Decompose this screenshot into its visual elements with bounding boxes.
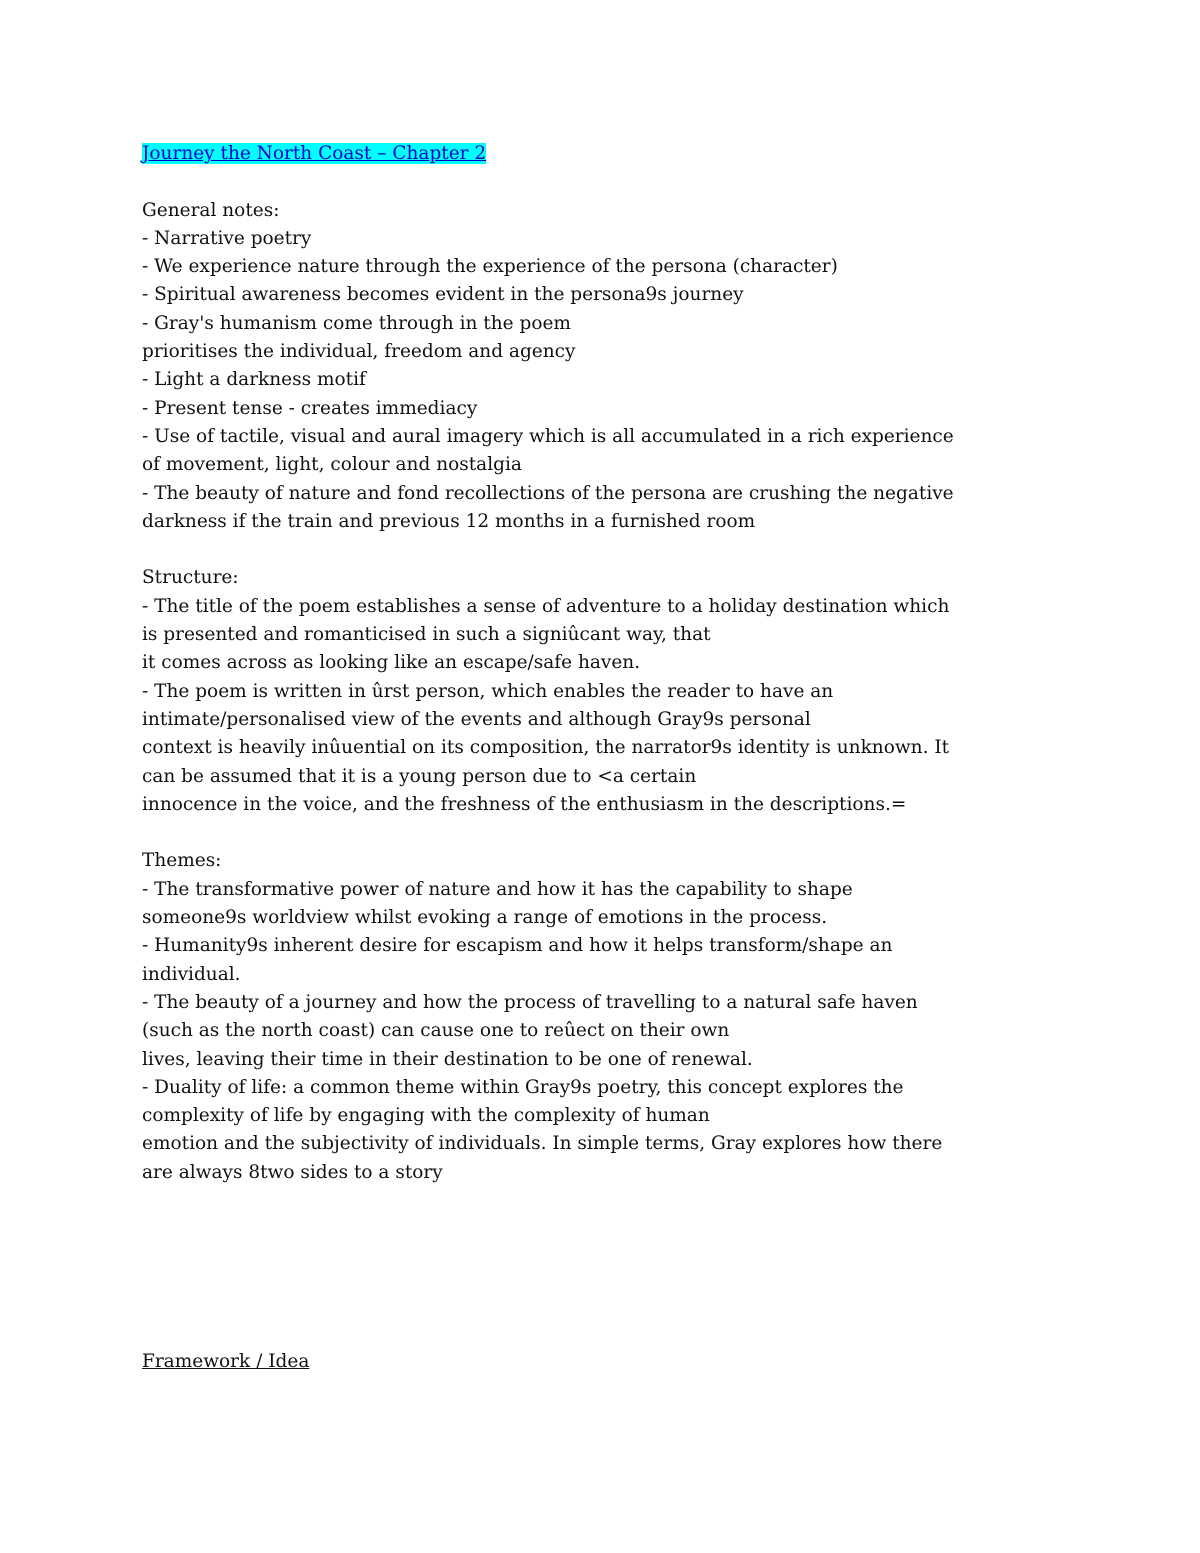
theme-line: lives, leaving their time in their destination to be one of renewal. — [142, 1048, 753, 1070]
spacer — [142, 168, 1072, 196]
themes-list — [142, 876, 1072, 1187]
general-note-line: - The beauty of nature and fond recollections of the persona are crushing the negative — [142, 482, 954, 504]
theme-line: (such as the north coast) can cause one to reûect on their own — [142, 1020, 730, 1042]
general-note-line: prioritises the individual, freedom and agency — [142, 341, 576, 363]
theme-line: - The beauty of a journey and how the process of travelling to a natural safe haven — [142, 991, 918, 1013]
document-body — [142, 140, 1072, 1187]
theme-line: - The transformative power of nature and how it has the capability to shape — [142, 878, 853, 900]
document-title — [142, 140, 1072, 168]
structure-line: intimate/personalised view of the events and although Gray9s personal — [142, 708, 811, 730]
spacer — [142, 536, 1072, 564]
structure-line: it comes across as looking like an escape/safe haven. — [142, 652, 641, 674]
theme-line: emotion and the subjectivity of individuals. In simple terms, Gray explores how there — [142, 1133, 943, 1155]
general-note-line: - Narrative poetry — [142, 227, 312, 249]
framework-heading: Framework / Idea — [142, 1351, 310, 1372]
spacer — [142, 819, 1072, 847]
theme-line: someone9s worldview whilst evoking a range of emotions in the process. — [142, 907, 828, 929]
general-note-line: - Light a darkness motif — [142, 369, 366, 391]
theme-line: are always 8two sides to a story — [142, 1161, 443, 1183]
theme-line: individual. — [142, 963, 241, 985]
themes-heading: Themes: — [142, 850, 222, 872]
structure-line: - The poem is written in ûrst person, which enables the reader to have an — [142, 680, 834, 702]
general-note-line: of movement, light, colour and nostalgia — [142, 454, 522, 476]
general-note-line: - Gray's humanism come through in the poem — [142, 312, 571, 334]
structure-line: - The title of the poem establishes a sense of adventure to a holiday destination which — [142, 595, 950, 617]
general-note-line: - Use of tactile, visual and aural imagery which is all accumulated in a rich experience — [142, 425, 954, 447]
structure-heading: Structure: — [142, 567, 239, 589]
document-title-text: Journey the North Coast – Chapter 2 — [142, 143, 487, 164]
structure-line: innocence in the voice, and the freshness of the enthusiasm in the descriptions.= — [142, 793, 907, 815]
structure-list — [142, 593, 1072, 819]
theme-line: - Duality of life: a common theme within Gray9s poetry, this concept explores the — [142, 1076, 904, 1098]
general-note-line: - Present tense - creates immediacy — [142, 397, 478, 419]
general-note-line: darkness if the train and previous 12 months in a furnished room — [142, 510, 756, 532]
theme-line: complexity of life by engaging with the complexity of human — [142, 1105, 710, 1127]
structure-line: is presented and romanticised in such a signiûcant way, that — [142, 624, 711, 646]
structure-line: can be assumed that it is a young person due to <a certain — [142, 765, 697, 787]
theme-line: - Humanity9s inherent desire for escapism and how it helps transform/shape an — [142, 935, 893, 957]
general-note-line: - Spiritual awareness becomes evident in the persona9s journey — [142, 284, 744, 306]
structure-line: context is heavily inûuential on its composition, the narrator9s identity is unknown. It — [142, 737, 950, 759]
general-notes-heading: General notes: — [142, 199, 280, 221]
general-notes-list — [142, 225, 1072, 536]
general-note-line: - We experience nature through the experience of the persona (character) — [142, 256, 838, 278]
